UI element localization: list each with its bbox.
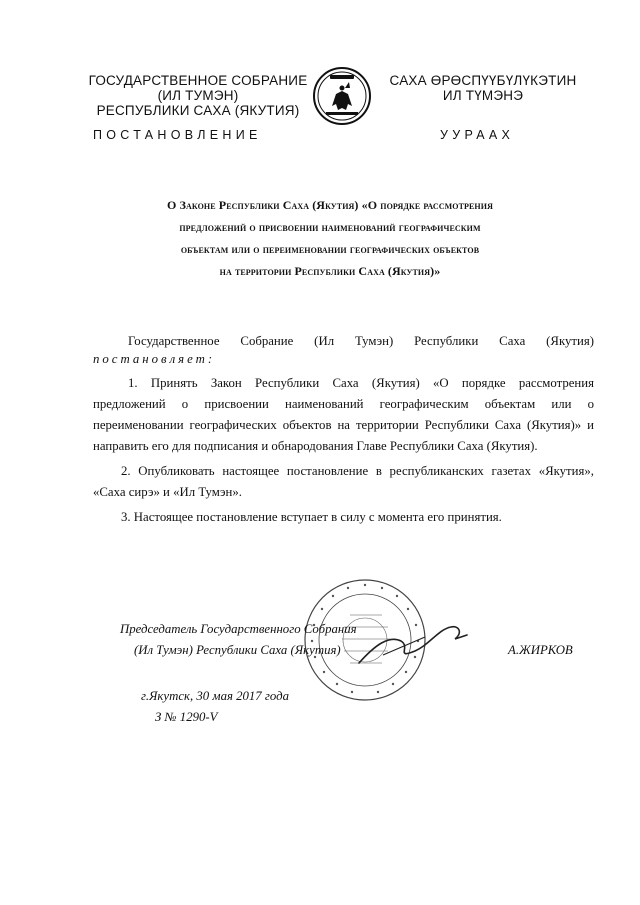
issuer-left-line: ГОСУДАРСТВЕННОЕ СОБРАНИЕ bbox=[88, 73, 308, 88]
issuer-left-line: (ИЛ ТУМЭН) bbox=[157, 88, 239, 103]
item-1-line: переименовании географических объектов на территории Республики Саха (Якутия)» и bbox=[93, 418, 594, 432]
item-1-line: предложений о присвоении наименований географическим объектам или о bbox=[93, 397, 594, 411]
yakutia-coat-of-arms-icon bbox=[312, 66, 372, 126]
issuer-right bbox=[378, 73, 588, 103]
document-number: З № 1290-V bbox=[155, 710, 218, 724]
title-line: на территории Республики Саха (Якутия)» bbox=[219, 264, 441, 278]
issuer-left bbox=[78, 73, 318, 118]
item-2 bbox=[93, 461, 594, 503]
signatory-role-line-2: (Ил Тумэн) Республики Саха (Якутия) bbox=[134, 643, 341, 657]
item-3: 3. Настоящее постановление вступает в силу с момента его принятия. bbox=[121, 510, 502, 524]
decides-word: постановляет: bbox=[93, 352, 216, 366]
issuer-left-line: РЕСПУБЛИКИ САХА (ЯКУТИЯ) bbox=[96, 103, 300, 118]
handwritten-signature bbox=[355, 615, 475, 675]
document-title bbox=[85, 194, 575, 282]
intro-paragraph: Государственное Собрание (Ил Тумэн) Республики Саха (Якутия) bbox=[128, 334, 594, 348]
issuer-right-line: ИЛ ТҮМЭНЭ bbox=[442, 88, 524, 103]
issuer-right-line: САХА ӨРӨСПҮҮБҮЛҮКЭТИН bbox=[389, 73, 577, 88]
title-line: О Законе Республики Саха (Якутия) «О порядке рассмотрения bbox=[167, 198, 493, 212]
doc-type-right: УУРААХ bbox=[440, 128, 515, 142]
item-2-line: 2. Опубликовать настоящее постановление в республиканских газетах «Якутия», bbox=[121, 464, 594, 478]
item-1-line: направить его для подписания и обнародования Главе Республики Саха (Якутия). bbox=[93, 439, 538, 453]
item-1-line: 1. Принять Закон Республики Саха (Якутия) «О порядке рассмотрения bbox=[128, 376, 594, 390]
doc-type-left: ПОСТАНОВЛЕНИЕ bbox=[93, 128, 262, 142]
signatory-name: А.ЖИРКОВ bbox=[508, 643, 573, 657]
item-2-line: «Саха сирэ» и «Ил Тумэн». bbox=[93, 485, 242, 499]
signatory-role-line-1: Председатель Государственного Собрания bbox=[120, 622, 357, 636]
place-and-date: г.Якутск, 30 мая 2017 года bbox=[141, 689, 290, 703]
item-1 bbox=[93, 373, 594, 457]
title-line: объектам или о переименовании географических объектов bbox=[180, 242, 480, 256]
title-line: предложений о присвоении наименований географическим bbox=[179, 220, 481, 234]
